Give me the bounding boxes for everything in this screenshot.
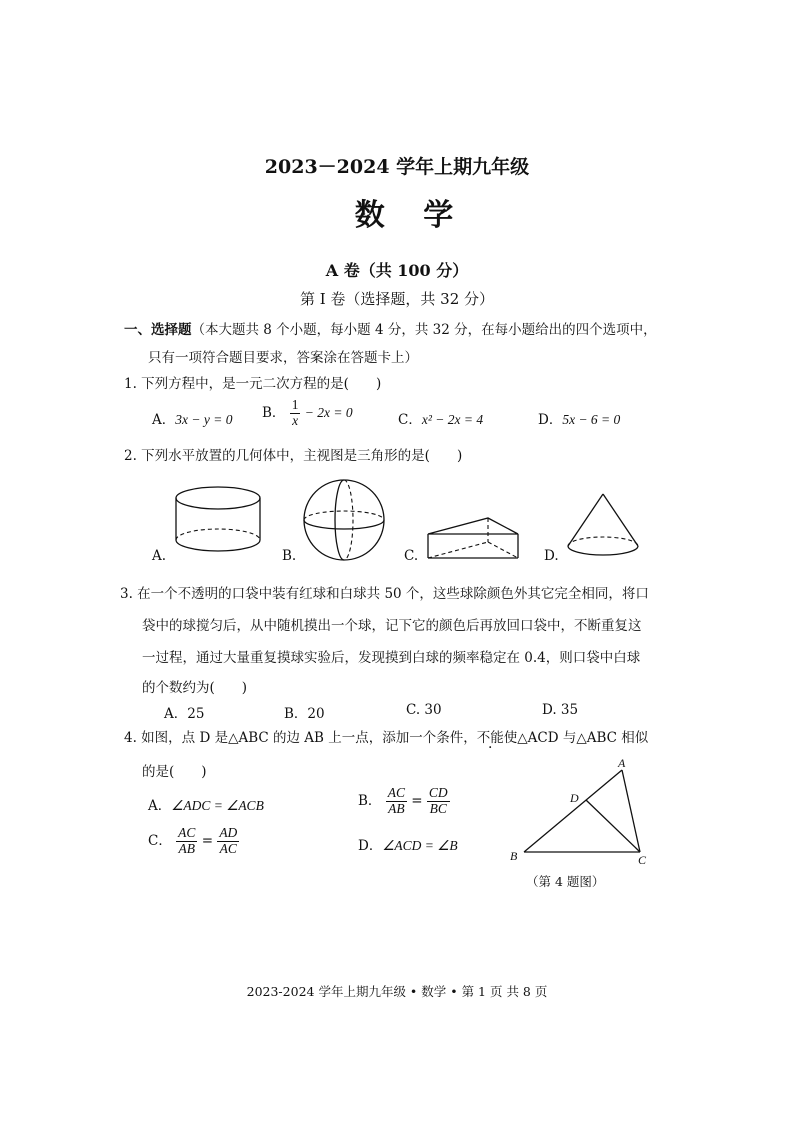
q3-line1: 3. 在一个不透明的口袋中装有红球和白球共 50 个，这些球除颜色外其它完全相同，将口: [120, 586, 649, 602]
q3-line2: 袋中的球搅匀后，从中随机摸出一个球，记下它的颜色后再放回口袋中，不断重复这: [142, 618, 642, 634]
q4-line2: 的是( ): [142, 764, 207, 780]
volume-title: A 卷（共 100 分）: [325, 261, 469, 280]
q1-option-c: C．x² − 2x = 4: [398, 412, 484, 428]
q3-option-a: A．25: [164, 706, 205, 722]
q4-option-d: D．∠ACD = ∠B: [358, 838, 458, 854]
section-instruction: [124, 318, 657, 338]
exam-year-title: 2023－2024 学年上期九年级: [264, 156, 530, 178]
q4-option-a: A．∠ADC = ∠ACB: [148, 798, 264, 814]
q2-option-b-label: B.: [282, 548, 297, 564]
vertex-d-label: D: [570, 791, 579, 805]
q3-line4: 的个数约为( ): [142, 680, 248, 696]
cone-icon: [566, 490, 642, 560]
vertex-b-label: B: [510, 849, 518, 863]
q1-option-d: D．5x − 6 = 0: [538, 412, 621, 428]
subject-title: 数 学: [354, 198, 468, 233]
q4-option-b: B． $\frac{AC}{AB}$ = $\frac{CD}{BC}$: [358, 785, 448, 816]
q1-option-a: A．3x − y = 0: [152, 412, 233, 428]
q1-stem: 1. 下列方程中，是一元二次方程的是( ): [124, 376, 382, 392]
page-footer: 2023-2024 学年上期九年级 • 数学 • 第 1 页 共 8 页: [246, 984, 548, 999]
q3-option-c: C. 30: [406, 702, 442, 718]
q4-triangle-figure: [506, 758, 656, 866]
vertex-c-label: C: [638, 853, 647, 866]
q3-line3: 一过程，通过大量重复摸球实验后，发现摸到白球的频率稳定在 0.4，则口袋中白球: [142, 650, 641, 666]
q2-option-c-label: C.: [404, 548, 419, 564]
q3-option-b: B．20: [284, 706, 325, 722]
q4-option-c: C． $\frac{AC}{AB}$ = $\frac{AD}{AC}$: [148, 825, 238, 856]
q2-option-d-label: D.: [544, 548, 559, 564]
instruction-line1: （本大题共 8 个小题，每小题 4 分，共 32 分，在每小题给出的四个选项中，: [191, 322, 657, 338]
q4-figure-caption: （第 4 题图）: [526, 874, 605, 889]
q2-option-a-label: A.: [152, 548, 167, 564]
q3-option-d: D. 35: [542, 702, 579, 718]
part-title: 第 Ⅰ 卷（选择题，共 32 分）: [299, 290, 495, 308]
sphere-icon: [302, 478, 388, 564]
q4-line1: 4. 如图，点 D 是△ABC 的边 AB 上一点，添加一个条件，不能使△ACD 与△ABC 相似: [124, 730, 649, 746]
instruction-line2: 只有一项符合题目要求，答案涂在答题卡上）: [148, 350, 418, 366]
section-heading: 一、选择题: [124, 322, 192, 338]
prism-icon: [424, 512, 522, 562]
q4-emphasis: 不能: [476, 730, 504, 746]
q1-option-b: B． $\frac{1}{x}$ − 2x = 0: [262, 397, 353, 428]
q2-stem: 2. 下列水平放置的几何体中，主视图是三角形的是( ): [124, 448, 463, 464]
cylinder-icon: [172, 484, 268, 564]
vertex-a-label: A: [618, 758, 626, 770]
